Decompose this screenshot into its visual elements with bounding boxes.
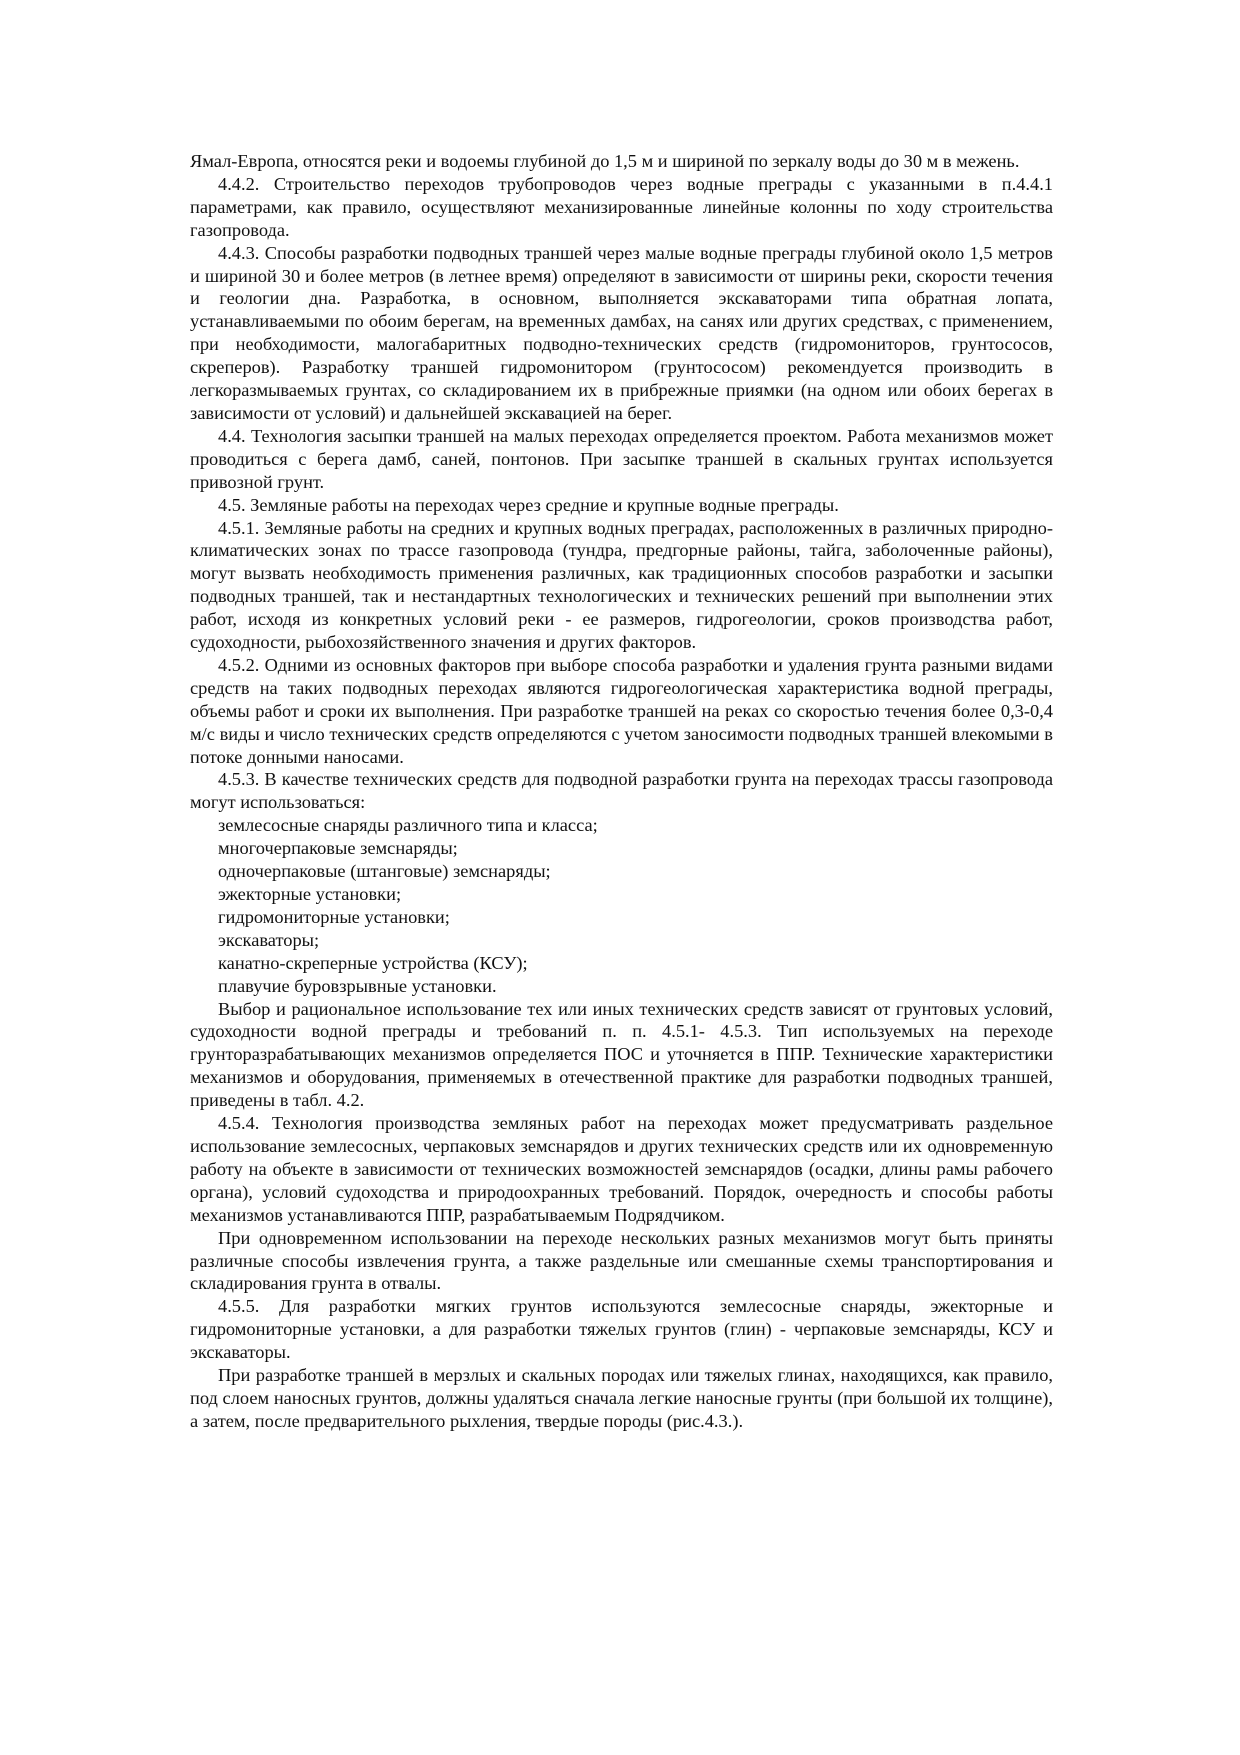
list-item: гидромониторные установки; — [218, 906, 450, 927]
paragraph-continuation: Ямал-Европа, относятся реки и водоемы глубиной до 1,5 м и шириной по зеркалу воды до 30 м в межень. — [190, 151, 1020, 171]
list-item: плавучие буровзрывные установки. — [218, 975, 497, 996]
technical-means-list — [190, 814, 1053, 997]
paragraph-4-4: 4.4. Технология засыпки траншей на малых переходах определяется проектом. Работа механизмов может проводиться с берега дамб, саней, понтонов. При засыпке траншей в скальных грунтах используется привозной грунт. — [190, 425, 1053, 492]
paragraph-frozen-rock: При разработке траншей в мерзлых и скальных породах или тяжелых глинах, находящихся, как правило, под слоем наносных грунтов, должны удаляться сначала легкие наносные грунты (при большой их толщине), а затем, после предварительного рыхления, твердые породы (рис.4.3.). — [190, 1365, 1053, 1431]
paragraph-4-5-3: 4.5.3. В качестве технических средств для подводной разработки грунта на переходах трассы газопровода могут использоваться: — [190, 769, 1053, 813]
list-item: одночерпаковые (штанговые) земснаряды; — [218, 861, 551, 882]
paragraph-4-5-1: 4.5.1. Земляные работы на средних и крупных водных преградах, расположенных в различных природно-климатических зонах по трассе газопровода (тундра, предгорные районы, тайга, заболоченные районы), могут вызвать необходимость применения различных, как традиционных способов разработки и засыпки подводных траншей, так и нестандартных технологических и технических решений при выполнении этих работ, исходя из конкретных условий реки - ее размеров, гидрогеологии, сроков производства работ, судоходности, рыбохозяйственного значения и других факторов. — [190, 517, 1053, 653]
paragraph-4-4-3: 4.4.3. Способы разработки подводных траншей через малые водные преграды глубиной около 1,5 метров и шириной 30 и более метров (в летнее время) определяют в зависимости от ширины реки, скорости течения и геологии дна. Разработка, в основном, выполняется экскаваторами типа обратная лопата, устанавливаемыми по обоим берегам, на временных дамбах, на санях или других средствах, с применением, при необходимости, малогабаритных подводно-технических средств (гидромониторов, грунтососов, скреперов). Разработку траншей гидромонитором (грунтососом) рекомендуется производить в легкоразмываемых грунтах, со складированием их в прибрежные приямки (на одном или обоих берегах в зависимости от условий) и дальнейшей экскавацией на берег. — [190, 242, 1053, 423]
list-item: многочерпаковые земснаряды; — [218, 838, 458, 859]
paragraph-4-5-5: 4.5.5. Для разработки мягких грунтов используются землесосные снаряды, эжекторные и гидромониторные установки, а для разработки тяжелых грунтов (глин) - черпаковые земснаряды, КСУ и экскаваторы. — [190, 1296, 1053, 1363]
paragraph-simultaneous-use: При одновременном использовании на переходе нескольких разных механизмов могут быть приняты различные способы извлечения грунта, а также раздельные или смешанные схемы транспортирования и складирования грунта в отвалы. — [190, 1227, 1053, 1294]
paragraph-4-5: 4.5. Земляные работы на переходах через средние и крупные водные преграды. — [218, 494, 839, 515]
paragraph-4-4-2: 4.4.2. Строительство переходов трубопроводов через водные преграды с указанными в п.4.4.1 параметрами, как правило, осуществляют механизированные линейные колонны по ходу строительства газопровода. — [190, 173, 1053, 240]
list-item: экскаваторы; — [218, 929, 320, 950]
paragraph-4-5-4: 4.5.4. Технология производства земляных работ на переходах может предусматривать раздельное использование землесосных, черпаковых земснарядов и других технических средств или их одновременную работу на объекте в зависимости от технических возможностей земснарядов (осадки, длины рамы рабочего органа), условий судоходства и природоохранных требований. Порядок, очередность и способы работы механизмов устанавливаются ППР, разрабатываемым Подрядчиком. — [190, 1113, 1053, 1225]
list-item: канатно-скреперные устройства (КСУ); — [218, 952, 528, 973]
paragraph-selection: Выбор и рациональное использование тех или иных технических средств зависят от грунтовых условий, судоходности водной преграды и требований п. п. 4.5.1- 4.5.3. Тип используемых на переходе грунторазрабатывающих механизмов определяется ПОС и уточняется в ППР. Технические характеристики механизмов и оборудования, применяемых в отечественной практике для разработки подводных траншей, приведены в табл. 4.2. — [190, 998, 1053, 1111]
document-page — [190, 150, 1053, 1433]
list-item: эжекторные установки; — [218, 884, 402, 904]
paragraph-4-5-2: 4.5.2. Одними из основных факторов при выборе способа разработки и удаления грунта разными видами средств на таких подводных переходах являются гидрогеологическая характеристика водной преграды, объемы работ и сроки их выполнения. При разработке траншей на реках со скоростью течения более 0,3-0,4 м/с виды и число технических средств определяются с учетом заносимости подводных траншей влекомыми в потоке донными наносами. — [190, 654, 1053, 767]
list-item: землесосные снаряды различного типа и класса; — [218, 815, 598, 836]
